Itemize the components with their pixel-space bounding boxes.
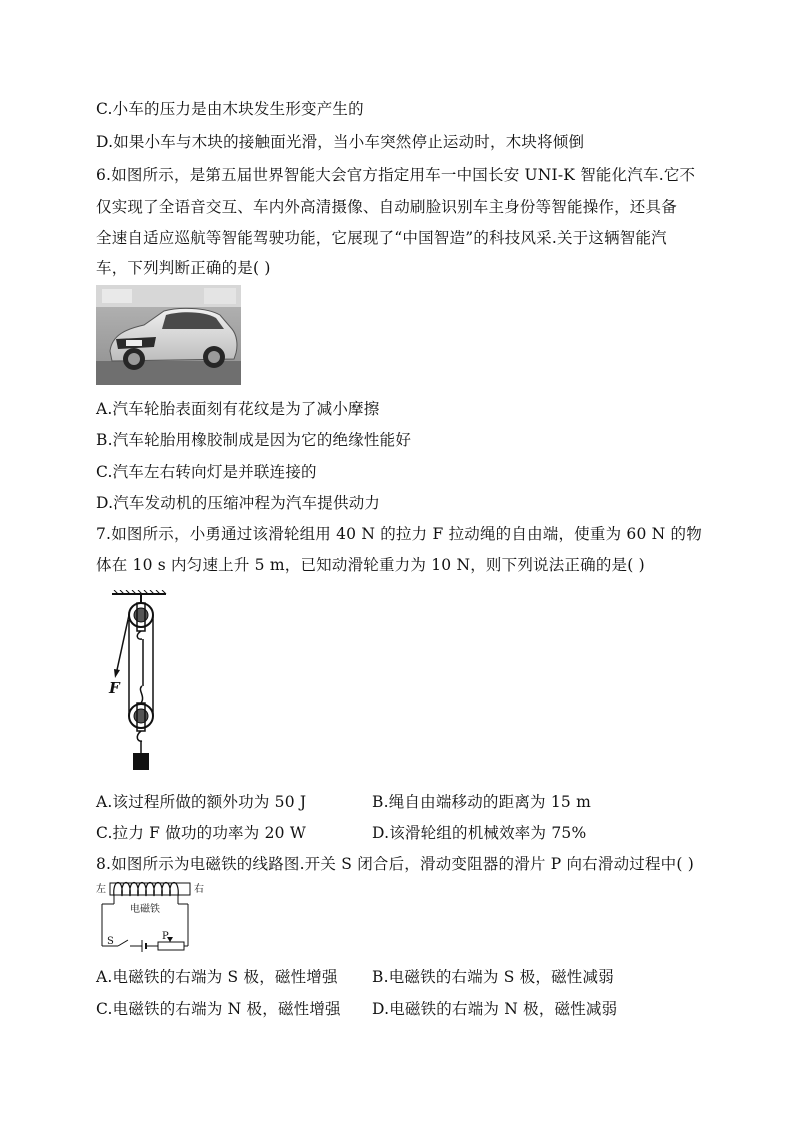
q8-option-a: A.电磁铁的右端为 S 极，磁性增强 xyxy=(96,968,338,986)
electromagnet-circuit xyxy=(96,880,218,956)
q5-option-c: C.小车的压力是由木块发生形变产生的 xyxy=(96,100,364,118)
q6-option-b: B.汽车轮胎用橡胶制成是因为它的绝缘性能好 xyxy=(96,431,412,449)
q6-stem-line: 全速自适应巡航等智能驾驶功能，它展现了“中国智造”的科技风采.关于这辆智能汽 xyxy=(96,229,667,247)
q8-option-c: C.电磁铁的右端为 N 极，磁性增强 xyxy=(96,1000,341,1018)
slider-label: P xyxy=(162,931,169,942)
switch-label: S xyxy=(107,936,114,947)
q8-stem: 8.如图所示为电磁铁的线路图.开关 S 闭合后，滑动变阻器的滑片 P 向右滑动过程中( ) xyxy=(96,855,694,873)
right-end-label: 右 xyxy=(194,884,204,895)
left-end-label: 左 xyxy=(96,884,106,895)
q6-option-a: A.汽车轮胎表面刻有花纹是为了减小摩擦 xyxy=(96,400,380,418)
q7-stem-line: 7.如图所示，小勇通过该滑轮组用 40 N 的拉力 F 拉动绳的自由端，使重为 60 N 的物 xyxy=(96,525,702,543)
q6-option-d: D.汽车发动机的压缩冲程为汽车提供动力 xyxy=(96,494,381,512)
q7-option-a: A.该过程所做的额外功为 50 J xyxy=(96,793,307,811)
pulley-diagram xyxy=(104,590,174,774)
q8-option-b: B.电磁铁的右端为 S 极，磁性减弱 xyxy=(372,968,614,986)
q7-stem-line: 体在 10 s 内匀速上升 5 m，已知动滑轮重力为 10 N，则下列说法正确的是( ) xyxy=(96,556,645,574)
q6-stem-line: 车，下列判断正确的是( ) xyxy=(96,259,271,277)
force-label: F xyxy=(109,679,120,697)
q5-option-d: D.如果小车与木块的接触面光滑，当小车突然停止运动时，木块将倾倒 xyxy=(96,133,585,151)
q7-option-d: D.该滑轮组的机械效率为 75% xyxy=(372,824,587,842)
q7-option-c: C.拉力 F 做功的功率为 20 W xyxy=(96,824,306,842)
q6-stem-line: 仅实现了全语音交互、车内外高清摄像、自动刷脸识别车主身份等智能操作，还具备 xyxy=(96,198,677,216)
car-photo xyxy=(96,285,241,385)
q6-option-c: C.汽车左右转向灯是并联连接的 xyxy=(96,463,317,481)
q6-stem-line: 6.如图所示，是第五届世界智能大会官方指定用车一中国长安 UNI-K 智能化汽车.它不 xyxy=(96,166,696,184)
q7-option-b: B.绳自由端移动的距离为 15 m xyxy=(372,793,591,811)
q8-option-d: D.电磁铁的右端为 N 极，磁性减弱 xyxy=(372,1000,618,1018)
electromagnet-label: 电磁铁 xyxy=(130,904,160,915)
